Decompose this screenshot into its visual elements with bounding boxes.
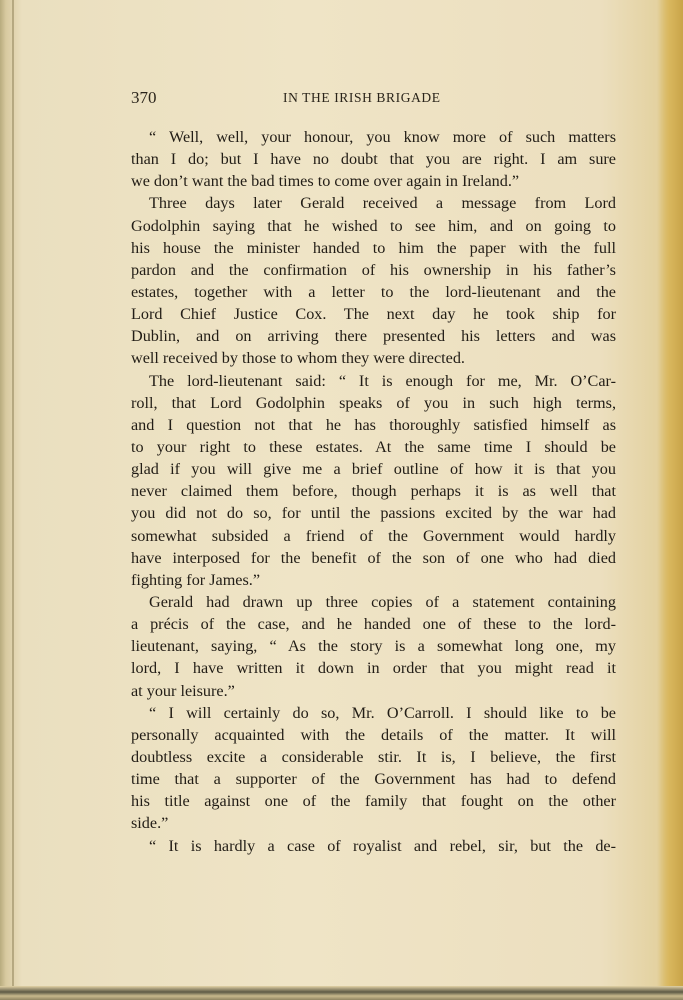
text-line: The lord-lieutenant said: “ It is enough for me, Mr. O’Car- [149,371,616,390]
text-line: time that a supporter of the Government has had to defend [131,770,616,789]
text-line: have interposed for the benefit of the son of one who had died [131,548,616,567]
text-line: personally acquainted with the details of the matter. It will [131,725,616,744]
body-text [131,126,616,857]
text-line: we don’t want the bad times to come over again in Ireland.” [131,172,520,191]
running-head [131,88,616,112]
text-line: fighting for James.” [131,570,261,589]
text-line: “ It is hardly a case of royalist and rebel, sir, but the de- [149,836,616,855]
running-title: IN THE IRISH BRIGADE [283,90,441,105]
text-line: pardon and the confirmation of his ownership in his father’s [131,260,616,279]
page-number: 370 [131,88,157,107]
text-line: you did not do so, for until the passions excited by the war had [131,504,616,523]
text-line: Godolphin saying that he wished to see him, and on going to [131,216,616,235]
text-line: doubtless excite a considerable stir. It is, I believe, the first [131,747,616,766]
text-line: lord, I have written it down in order that you might read it [131,659,616,678]
text-line: his title against one of the family that fought on the other [131,792,616,811]
text-line: roll, that Lord Godolphin speaks of you in such high terms, [131,393,616,412]
text-line: Gerald had drawn up three copies of a statement containing [149,592,616,611]
text-line: glad if you will give me a brief outline of how it is that you [131,460,616,479]
page-edge-discoloration [657,0,683,1000]
text-line: at your leisure.” [131,681,235,700]
page-spine-shadow [12,0,14,1000]
text-line: and I question not that he has thoroughly satisfied himself as [131,415,616,434]
text-line: Dublin, and on arriving there presented his letters and was [131,327,616,346]
text-line: his house the minister handed to him the paper with the full [131,238,616,257]
text-line: than I do; but I have no doubt that you are right. I am sure [131,150,616,169]
text-line: side.” [131,814,169,833]
text-line: estates, together with a letter to the lord-lieutenant and the [131,282,616,301]
text-line: Lord Chief Justice Cox. The next day he took ship for [131,305,616,324]
text-line: a précis of the case, and he handed one of these to the lord- [131,615,616,634]
text-line: well received by those to whom they were directed. [131,349,465,368]
text-line: “ Well, well, your honour, you know more of such matters [149,128,616,146]
text-line: “ I will certainly do so, Mr. O’Carroll. I should like to be [149,703,616,722]
text-line: somewhat subsided a friend of the Government would hardly [131,526,616,545]
page-bottom-edge [0,986,683,1000]
text-line: Three days later Gerald received a message from Lord [149,194,616,213]
text-line: to your right to these estates. At the same time I should be [131,437,616,456]
text-line: lieutenant, saying, “ As the story is a somewhat long one, my [131,637,616,656]
text-line: never claimed them before, though perhaps it is as well that [131,482,616,501]
